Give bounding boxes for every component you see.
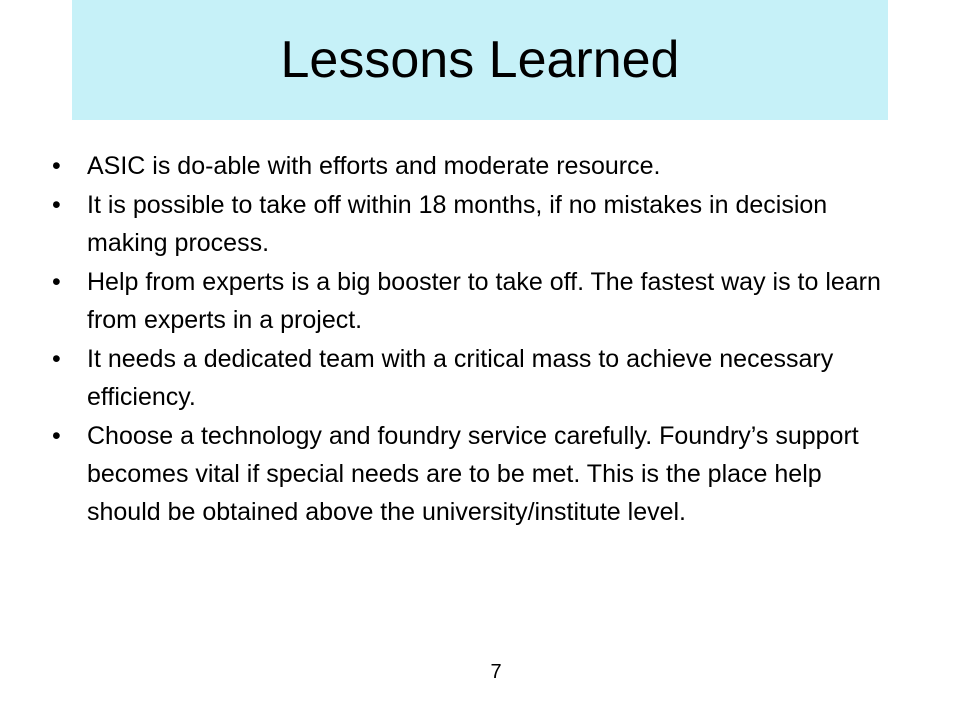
bullet-item	[52, 186, 892, 262]
bullet-marker: •	[52, 422, 61, 450]
bullet-marker: •	[52, 152, 61, 180]
bullet-text: Choose a technology and foundry service carefully. Foundry’s support becomes vital if special needs are to be met. This is the place help should be obtained above the university/institute level.	[87, 422, 859, 526]
bullet-item	[52, 417, 892, 531]
bullet-item	[52, 263, 892, 339]
bullet-text: It is possible to take off within 18 months, if no mistakes in decision making process.	[87, 191, 828, 257]
bullet-text: ASIC is do-able with efforts and moderate resource.	[87, 152, 661, 180]
bullet-list	[52, 147, 892, 532]
title-band	[72, 0, 888, 120]
bullet-marker: •	[52, 191, 61, 219]
bullet-item	[52, 147, 892, 185]
bullet-marker: •	[52, 268, 61, 296]
slide-title: Lessons Learned	[280, 31, 680, 89]
bullet-text: Help from experts is a big booster to take off. The fastest way is to learn from experts in a project.	[87, 268, 881, 334]
page-number: 7	[490, 661, 502, 683]
bullet-marker: •	[52, 345, 61, 373]
bullet-item	[52, 340, 892, 416]
bullet-text: It needs a dedicated team with a critical mass to achieve necessary efficiency.	[87, 345, 834, 411]
